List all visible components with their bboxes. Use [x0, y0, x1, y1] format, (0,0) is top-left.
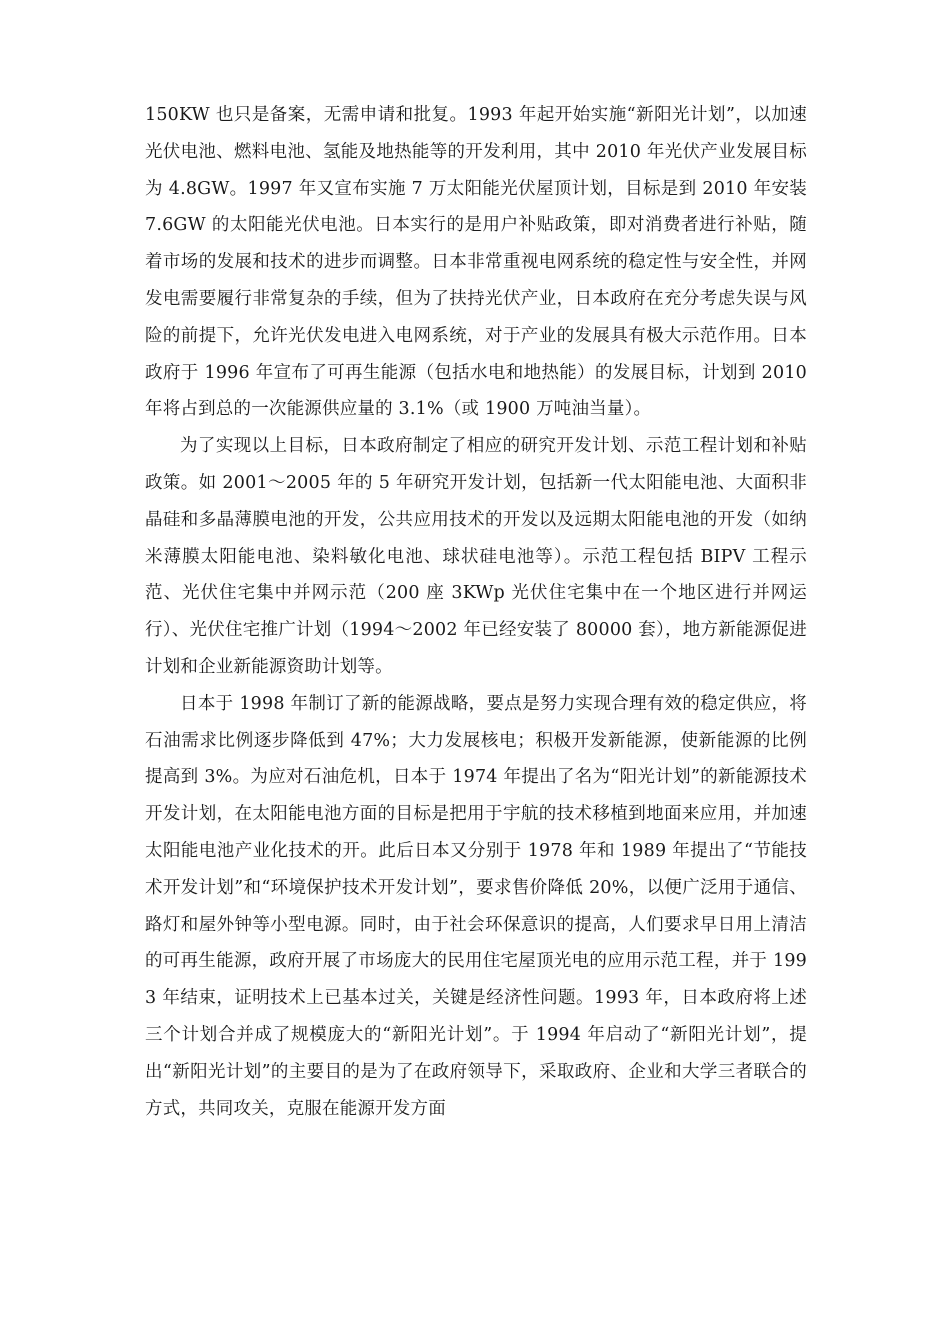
- document-body: [145, 97, 807, 1127]
- paragraph-continued: 150KW 也只是备案，无需申请和批复。1993 年起开始实施“新阳光计划”，以加速光伏电池、燃料电池、氢能及地热能等的开发利用，其中 2010 年光伏产业发展目标为 4.8GW。1997 年又宣布实施 7 万太阳能光伏屋顶计划，目标是到 2010 年安装 7.6GW 的太阳能光伏电池。日本实行的是用户补贴政策，即对消费者进行补贴，随着市场的发展和技术的进步而调整。日本非常重视电网系统的稳定性与安全性，并网发电需要履行非常复杂的手续，但为了扶持光伏产业，日本政府在充分考虑失误与风险的前提下，允许光伏发电进入电网系统，对于产业的发展具有极大示范作用。日本政府于 1996 年宣布了可再生能源（包括水电和地热能）的发展目标，计划到 2010 年将占到总的一次能源供应量的 3.1%（或 1900 万吨油当量）。: [145, 105, 807, 420]
- paragraph-energy-strategy: 日本于 1998 年制订了新的能源战略，要点是努力实现合理有效的稳定供应，将石油需求比例逐步降低到 47%；大力发展核电；积极开发新能源，使新能源的比例提高到 3%。为应对石油危机，日本于 1974 年提出了名为“阳光计划”的新能源技术开发计划，在太阳能电池方面的目标是把用于宇航的技术移植到地面来应用，并加速太阳能电池产业化技术的开。此后日本又分别于 1978 年和 1989 年提出了“节能技术开发计划”和“环境保护技术开发计划”，要求售价降低 20%，以便广泛用于通信、路灯和屋外钟等小型电源。同时，由于社会环保意识的提高，人们要求早日用上清洁的可再生能源，政府开展了市场庞大的民用住宅屋顶光电的应用示范工程，并于 1993 年结束，证明技术上已基本过关，关键是经济性问题。1993 年，日本政府将上述三个计划合并成了规模庞大的“新阳光计划”。于 1994 年启动了“新阳光计划”，提出“新阳光计划”的主要目的是为了在政府领导下，采取政府、企业和大学三者联合的方式，共同攻关，克服在能源开发方面: [145, 693, 807, 1119]
- paragraph-research-plans: 为了实现以上目标，日本政府制定了相应的研究开发计划、示范工程计划和补贴政策。如 2001～2005 年的 5 年研究开发计划，包括新一代太阳能电池、大面积非晶硅和多晶薄膜电池的开发，公共应用技术的开发以及远期太阳能电池的开发（如纳米薄膜太阳能电池、染料敏化电池、球状硅电池等）。示范工程包括 BIPV 工程示范、光伏住宅集中并网示范（200 座 3KWp 光伏住宅集中在一个地区进行并网运行）、光伏住宅推广计划（1994～2002 年已经安装了 80000 套），地方新能源促进计划和企业新能源资助计划等。: [145, 436, 807, 677]
